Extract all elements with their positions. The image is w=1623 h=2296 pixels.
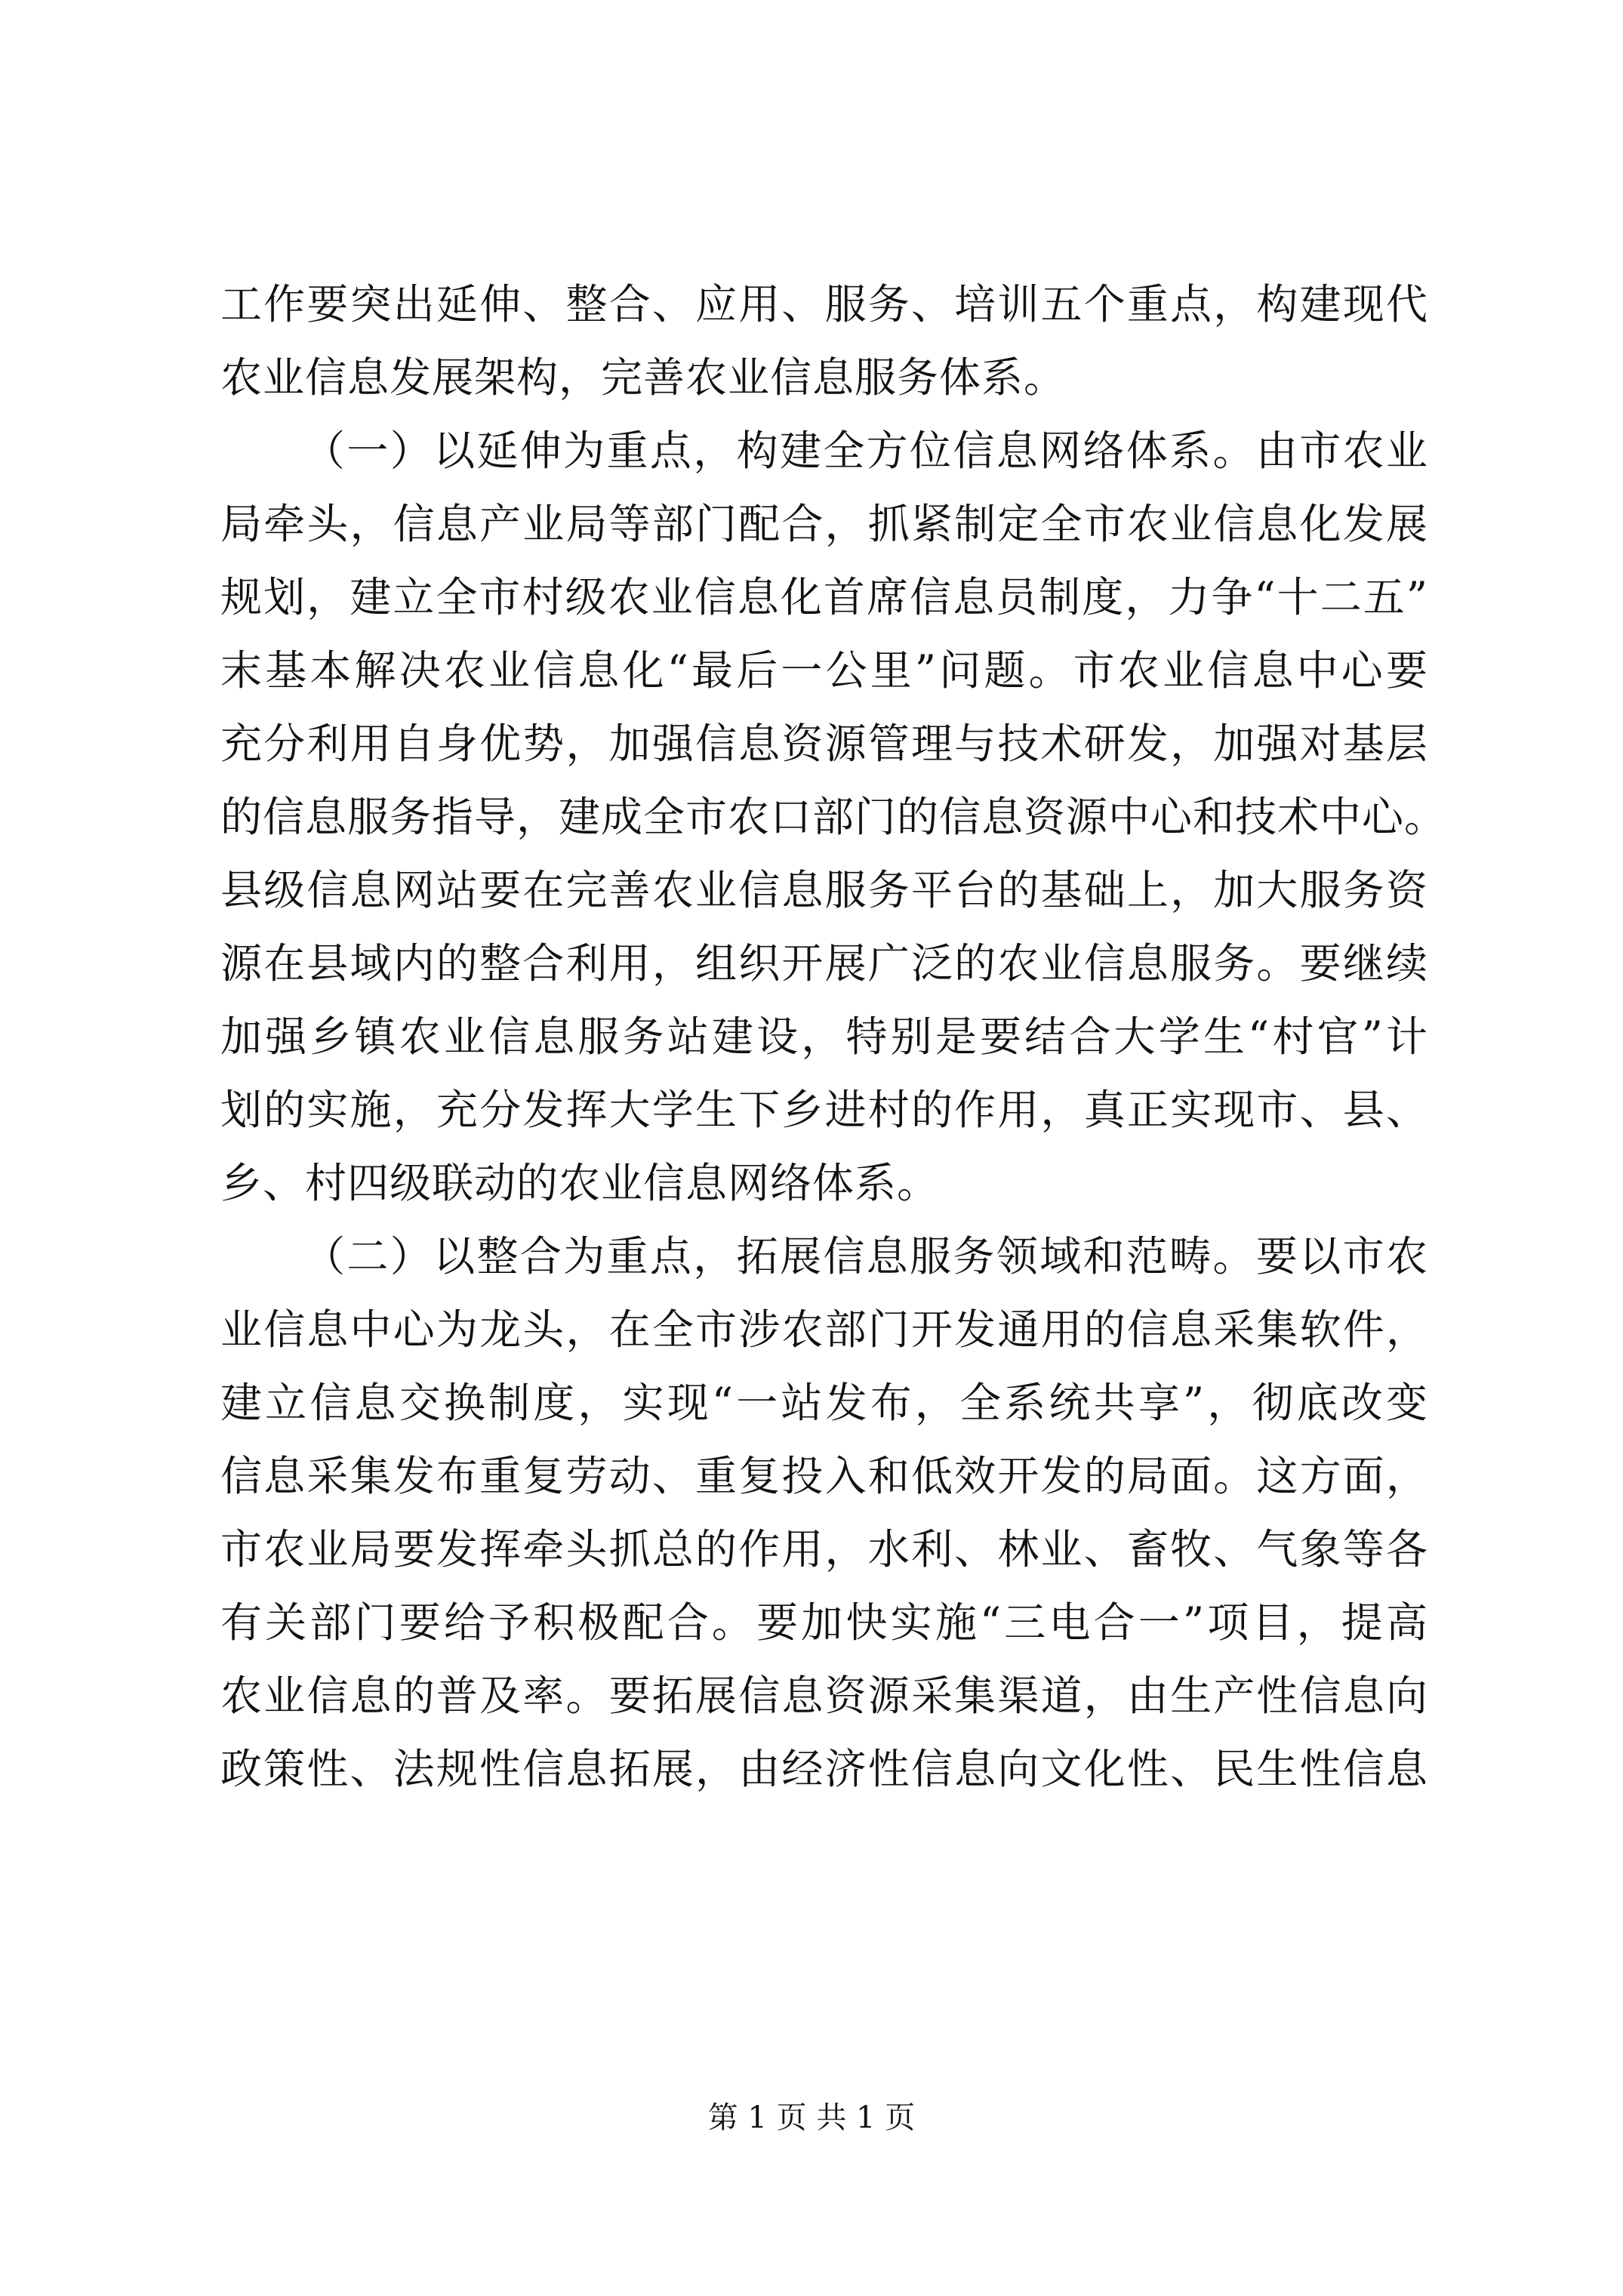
document-body (220, 268, 1447, 1806)
paragraph-line: 充分利用自身优势，加强信息资源管理与技术研发，加强对基层 (220, 720, 1428, 768)
paragraph-line: 末基本解决农业信息化“最后一公里”问题。市农业信息中心要 (220, 646, 1428, 695)
paragraph-line: （二）以整合为重点，拓展信息服务领域和范畴。要以市农 (303, 1232, 1428, 1281)
paragraph-line: 加强乡镇农业信息服务站建设，特别是要结合大学生“村官”计 (220, 1012, 1428, 1061)
paragraph-line: 乡、村四级联动的农业信息网络体系。 (220, 1159, 940, 1207)
paragraph-line: 源在县域内的整合利用，组织开展广泛的农业信息服务。要继续 (220, 939, 1428, 988)
paragraph-line: 划的实施，充分发挥大学生下乡进村的作用，真正实现市、县、 (220, 1086, 1428, 1134)
paragraph-line: 工作要突出延伸、整合、应用、服务、培训五个重点，构建现代 (220, 280, 1428, 328)
paragraph-line: 农业信息的普及率。要拓展信息资源采集渠道，由生产性信息向 (220, 1672, 1428, 1720)
page-footer: 第 1 页 共 1 页 (707, 2100, 916, 2135)
paragraph-line: （一）以延伸为重点，构建全方位信息网络体系。由市农业 (303, 427, 1428, 475)
paragraph-line: 农业信息发展架构，完善农业信息服务体系。 (220, 353, 1067, 402)
paragraph-line: 有关部门要给予积极配合。要加快实施“三电合一”项目，提高 (220, 1598, 1428, 1647)
paragraph-line: 的信息服务指导，建成全市农口部门的信息资源中心和技术中心。 (220, 793, 1447, 841)
paragraph-line: 市农业局要发挥牵头抓总的作用，水利、林业、畜牧、气象等各 (220, 1525, 1428, 1573)
paragraph-line: 信息采集发布重复劳动、重复投入和低效开发的局面。这方面， (220, 1452, 1428, 1500)
paragraph-line: 业信息中心为龙头，在全市涉农部门开发通用的信息采集软件， (220, 1305, 1428, 1354)
paragraph-line: 建立信息交换制度，实现“一站发布，全系统共享”，彻底改变 (220, 1379, 1428, 1427)
paragraph-line: 局牵头，信息产业局等部门配合，抓紧制定全市农业信息化发展 (220, 500, 1428, 548)
paragraph-line: 规划，建立全市村级农业信息化首席信息员制度，力争“十二五” (220, 573, 1428, 621)
paragraph-line: 政策性、法规性信息拓展，由经济性信息向文化性、民生性信息 (220, 1745, 1428, 1793)
paragraph-line: 县级信息网站要在完善农业信息服务平台的基础上，加大服务资 (220, 866, 1428, 914)
